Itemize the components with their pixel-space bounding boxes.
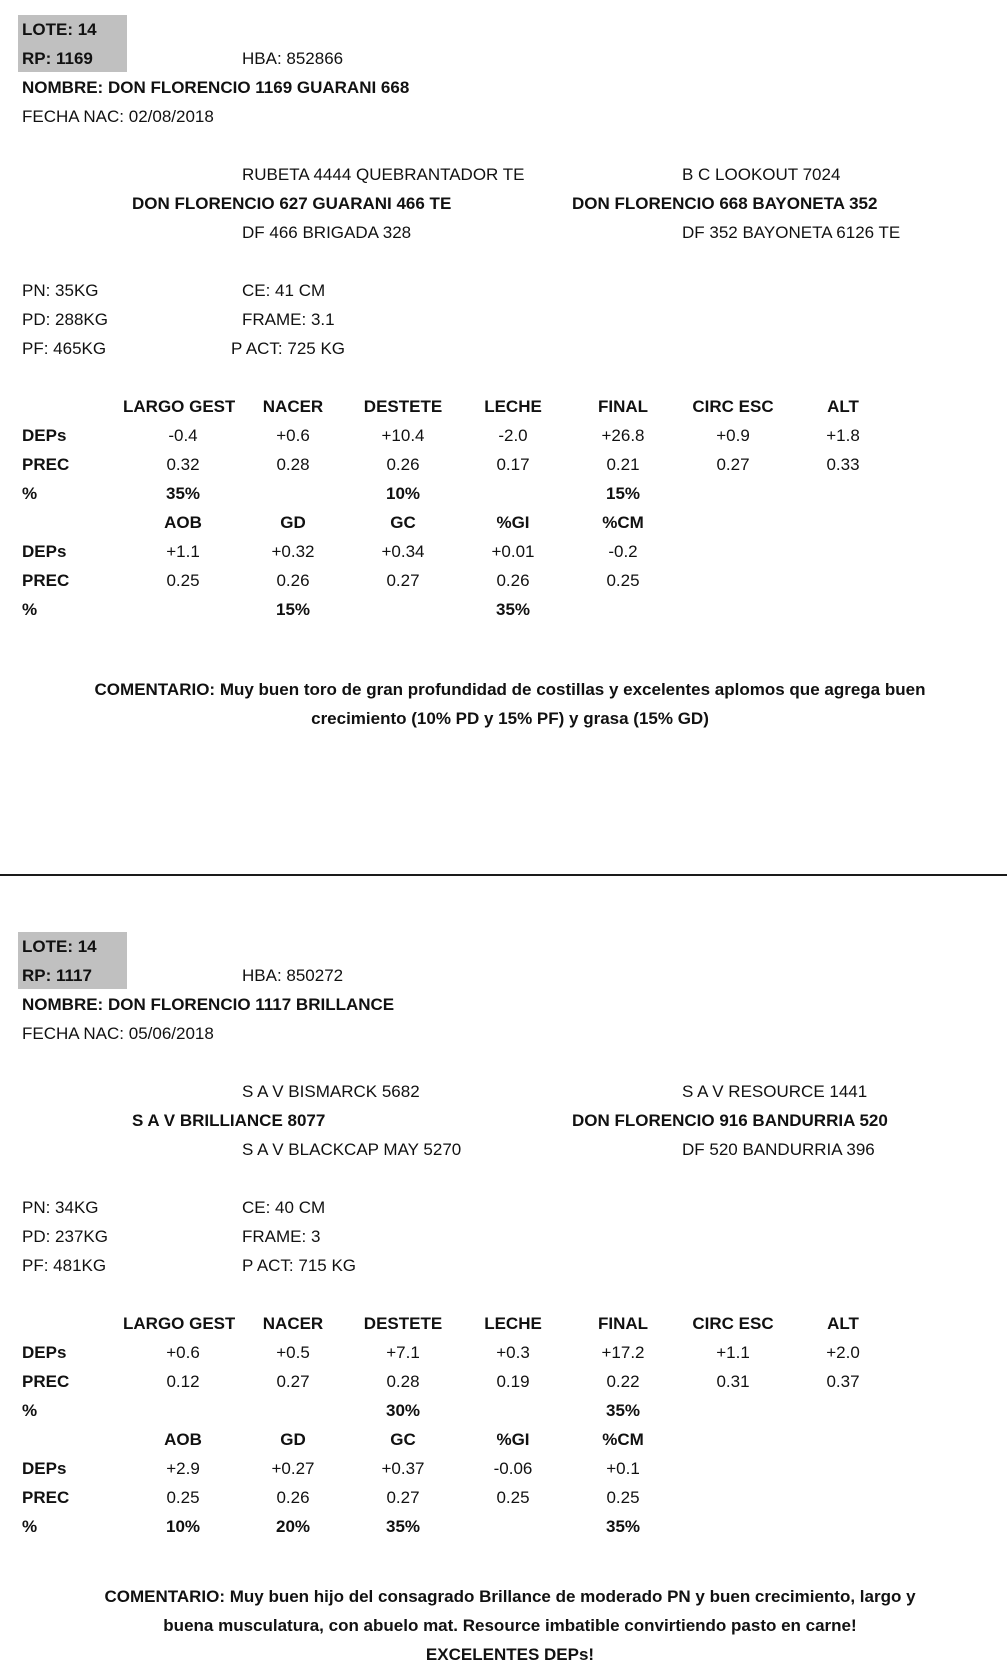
percentile-value: 35% [385, 1517, 421, 1536]
column-header: GD [280, 513, 306, 532]
row-label-pct: % [22, 1401, 38, 1420]
column-header: AOB [164, 513, 202, 532]
column-header: NACER [262, 1314, 324, 1333]
precision-value: 0.25 [166, 1488, 200, 1507]
dep-value: +2.9 [166, 1459, 200, 1478]
column-header: ALT [827, 397, 859, 416]
pf-value: PF: 465KG [22, 339, 107, 358]
precision-value: 0.27 [716, 455, 750, 474]
percentile-value: 35% [605, 1401, 641, 1420]
pact-value: P ACT: 715 KG [242, 1256, 357, 1275]
row-label-deps: DEPs [22, 542, 67, 561]
column-header: GD [280, 1430, 306, 1449]
section-divider [0, 874, 1007, 876]
row-label-prec: PREC [22, 1372, 70, 1391]
precision-value: 0.33 [826, 455, 860, 474]
precision-value: 0.27 [386, 571, 420, 590]
sire-sire: RUBETA 4444 QUEBRANTADOR TE [242, 165, 525, 184]
percentile-value: 30% [385, 1401, 421, 1420]
dep-value: +2.0 [826, 1343, 860, 1362]
dep-value: +26.8 [601, 426, 645, 445]
pf-value: PF: 481KG [22, 1256, 107, 1275]
precision-value: 0.12 [166, 1372, 200, 1391]
dep-value: -2.0 [498, 426, 528, 445]
comment-line: EXCELENTES DEPs! [425, 1645, 595, 1664]
hba-label: HBA: 850272 [242, 966, 344, 985]
percentile-value: 15% [605, 484, 641, 503]
column-header: %GI [496, 1430, 530, 1449]
dep-value: +0.3 [496, 1343, 530, 1362]
row-label-deps: DEPs [22, 1343, 67, 1362]
dep-value: +0.9 [716, 426, 750, 445]
pd-value: PD: 288KG [22, 310, 108, 329]
comment [20, 675, 1000, 733]
precision-value: 0.37 [826, 1372, 860, 1391]
precision-value: 0.22 [606, 1372, 640, 1391]
column-header: FINAL [597, 397, 649, 416]
frame-value: FRAME: 3.1 [242, 310, 335, 329]
rp-label: RP: 1117 [22, 966, 92, 985]
precision-value: 0.25 [166, 571, 200, 590]
dep-value: -0.4 [168, 426, 198, 445]
column-header: LECHE [484, 397, 542, 416]
pn-value: PN: 35KG [22, 281, 99, 300]
precision-value: 0.32 [166, 455, 200, 474]
sire: DON FLORENCIO 627 GUARANI 466 TE [132, 194, 452, 213]
dep-value: +10.4 [381, 426, 425, 445]
column-header: FINAL [597, 1314, 649, 1333]
row-label-deps: DEPs [22, 426, 67, 445]
dam-sire: S A V RESOURCE 1441 [682, 1082, 868, 1101]
row-label-pct: % [22, 484, 38, 503]
percentile-value: 15% [275, 600, 311, 619]
dam-sire: B C LOOKOUT 7024 [682, 165, 841, 184]
precision-value: 0.25 [496, 1488, 530, 1507]
column-header: ALT [827, 1314, 859, 1333]
column-header: %CM [602, 513, 644, 532]
dep-value: -0.06 [493, 1459, 533, 1478]
column-header: GC [390, 513, 416, 532]
dep-value: +1.8 [826, 426, 860, 445]
dep-value: +0.5 [276, 1343, 310, 1362]
column-header: CIRC ESC [692, 1314, 774, 1333]
precision-value: 0.27 [386, 1488, 420, 1507]
column-header: AOB [164, 1430, 202, 1449]
precision-value: 0.27 [276, 1372, 310, 1391]
precision-value: 0.17 [496, 455, 530, 474]
animal-name: NOMBRE: DON FLORENCIO 1117 BRILLANCE [22, 995, 395, 1014]
dep-value: +0.37 [381, 1459, 425, 1478]
percentile-value: 10% [385, 484, 421, 503]
precision-value: 0.21 [606, 455, 640, 474]
animal-name: NOMBRE: DON FLORENCIO 1169 GUARANI 668 [22, 78, 410, 97]
sire-dam: DF 466 BRIGADA 328 [242, 223, 412, 242]
dep-value: +7.1 [386, 1343, 420, 1362]
comment-line: buena musculatura, con abuelo mat. Resource imbatible convirtiendo pasto en carne! [163, 1616, 857, 1635]
percentile-value: 20% [275, 1517, 311, 1536]
column-header: GC [390, 1430, 416, 1449]
dep-value: +0.6 [166, 1343, 200, 1362]
column-header: DESTETE [363, 1314, 443, 1333]
pd-value: PD: 237KG [22, 1227, 108, 1246]
dep-value: +0.1 [606, 1459, 640, 1478]
sire-sire: S A V BISMARCK 5682 [242, 1082, 420, 1101]
lote-label: LOTE: 14 [22, 937, 97, 956]
column-header: DESTETE [363, 397, 443, 416]
ce-value: CE: 40 CM [242, 1198, 326, 1217]
pn-value: PN: 34KG [22, 1198, 99, 1217]
column-header: NACER [262, 397, 324, 416]
precision-value: 0.26 [276, 1488, 310, 1507]
hba-label: HBA: 852866 [242, 49, 344, 68]
row-label-pct: % [22, 1517, 38, 1536]
percentile-value: 10% [165, 1517, 201, 1536]
rp-label: RP: 1169 [22, 49, 93, 68]
dep-value: +0.6 [276, 426, 310, 445]
row-label-deps: DEPs [22, 1459, 67, 1478]
precision-value: 0.28 [276, 455, 310, 474]
column-header: LARGO GEST [123, 1314, 235, 1333]
row-label-prec: PREC [22, 1488, 70, 1507]
birth-date: FECHA NAC: 02/08/2018 [22, 107, 214, 126]
sire: S A V BRILLIANCE 8077 [132, 1111, 326, 1130]
lote-label: LOTE: 14 [22, 20, 97, 39]
precision-value: 0.26 [496, 571, 530, 590]
row-label-pct: % [22, 600, 38, 619]
dam-dam: DF 520 BANDURRIA 396 [682, 1140, 875, 1159]
precision-value: 0.31 [716, 1372, 750, 1391]
dep-value: +0.32 [271, 542, 315, 561]
precision-value: 0.25 [606, 571, 640, 590]
dep-value: +1.1 [166, 542, 200, 561]
comment-line: crecimiento (10% PD y 15% PF) y grasa (15% GD) [311, 709, 709, 728]
percentile-value: 35% [605, 1517, 641, 1536]
precision-value: 0.26 [276, 571, 310, 590]
dam-dam: DF 352 BAYONETA 6126 TE [682, 223, 901, 242]
precision-value: 0.28 [386, 1372, 420, 1391]
precision-value: 0.19 [496, 1372, 530, 1391]
column-header: CIRC ESC [692, 397, 774, 416]
row-label-prec: PREC [22, 571, 70, 590]
dep-value: +17.2 [601, 1343, 645, 1362]
dep-value: +1.1 [716, 1343, 750, 1362]
comment-line: COMENTARIO: Muy buen toro de gran profundidad de costillas y excelentes aplomos que agrega buen [94, 680, 926, 699]
precision-value: 0.25 [606, 1488, 640, 1507]
ce-value: CE: 41 CM [242, 281, 326, 300]
pact-value: P ACT: 725 KG [231, 339, 346, 358]
sire-dam: S A V BLACKCAP MAY 5270 [242, 1140, 462, 1159]
dep-value: -0.2 [608, 542, 638, 561]
dam: DON FLORENCIO 916 BANDURRIA 520 [572, 1111, 888, 1130]
percentile-value: 35% [495, 600, 531, 619]
comment [20, 1582, 1000, 1669]
row-label-prec: PREC [22, 455, 70, 474]
birth-date: FECHA NAC: 05/06/2018 [22, 1024, 214, 1043]
frame-value: FRAME: 3 [242, 1227, 321, 1246]
percentile-value: 35% [165, 484, 201, 503]
column-header: %GI [496, 513, 530, 532]
dam: DON FLORENCIO 668 BAYONETA 352 [572, 194, 878, 213]
column-header: %CM [602, 1430, 644, 1449]
dep-value: +0.27 [271, 1459, 315, 1478]
column-header: LARGO GEST [123, 397, 235, 416]
comment-line: COMENTARIO: Muy buen hijo del consagrado Brillance de moderado PN y buen crecimiento, largo y [104, 1587, 916, 1606]
dep-value: +0.01 [491, 542, 535, 561]
column-header: LECHE [484, 1314, 542, 1333]
precision-value: 0.26 [386, 455, 420, 474]
dep-value: +0.34 [381, 542, 425, 561]
